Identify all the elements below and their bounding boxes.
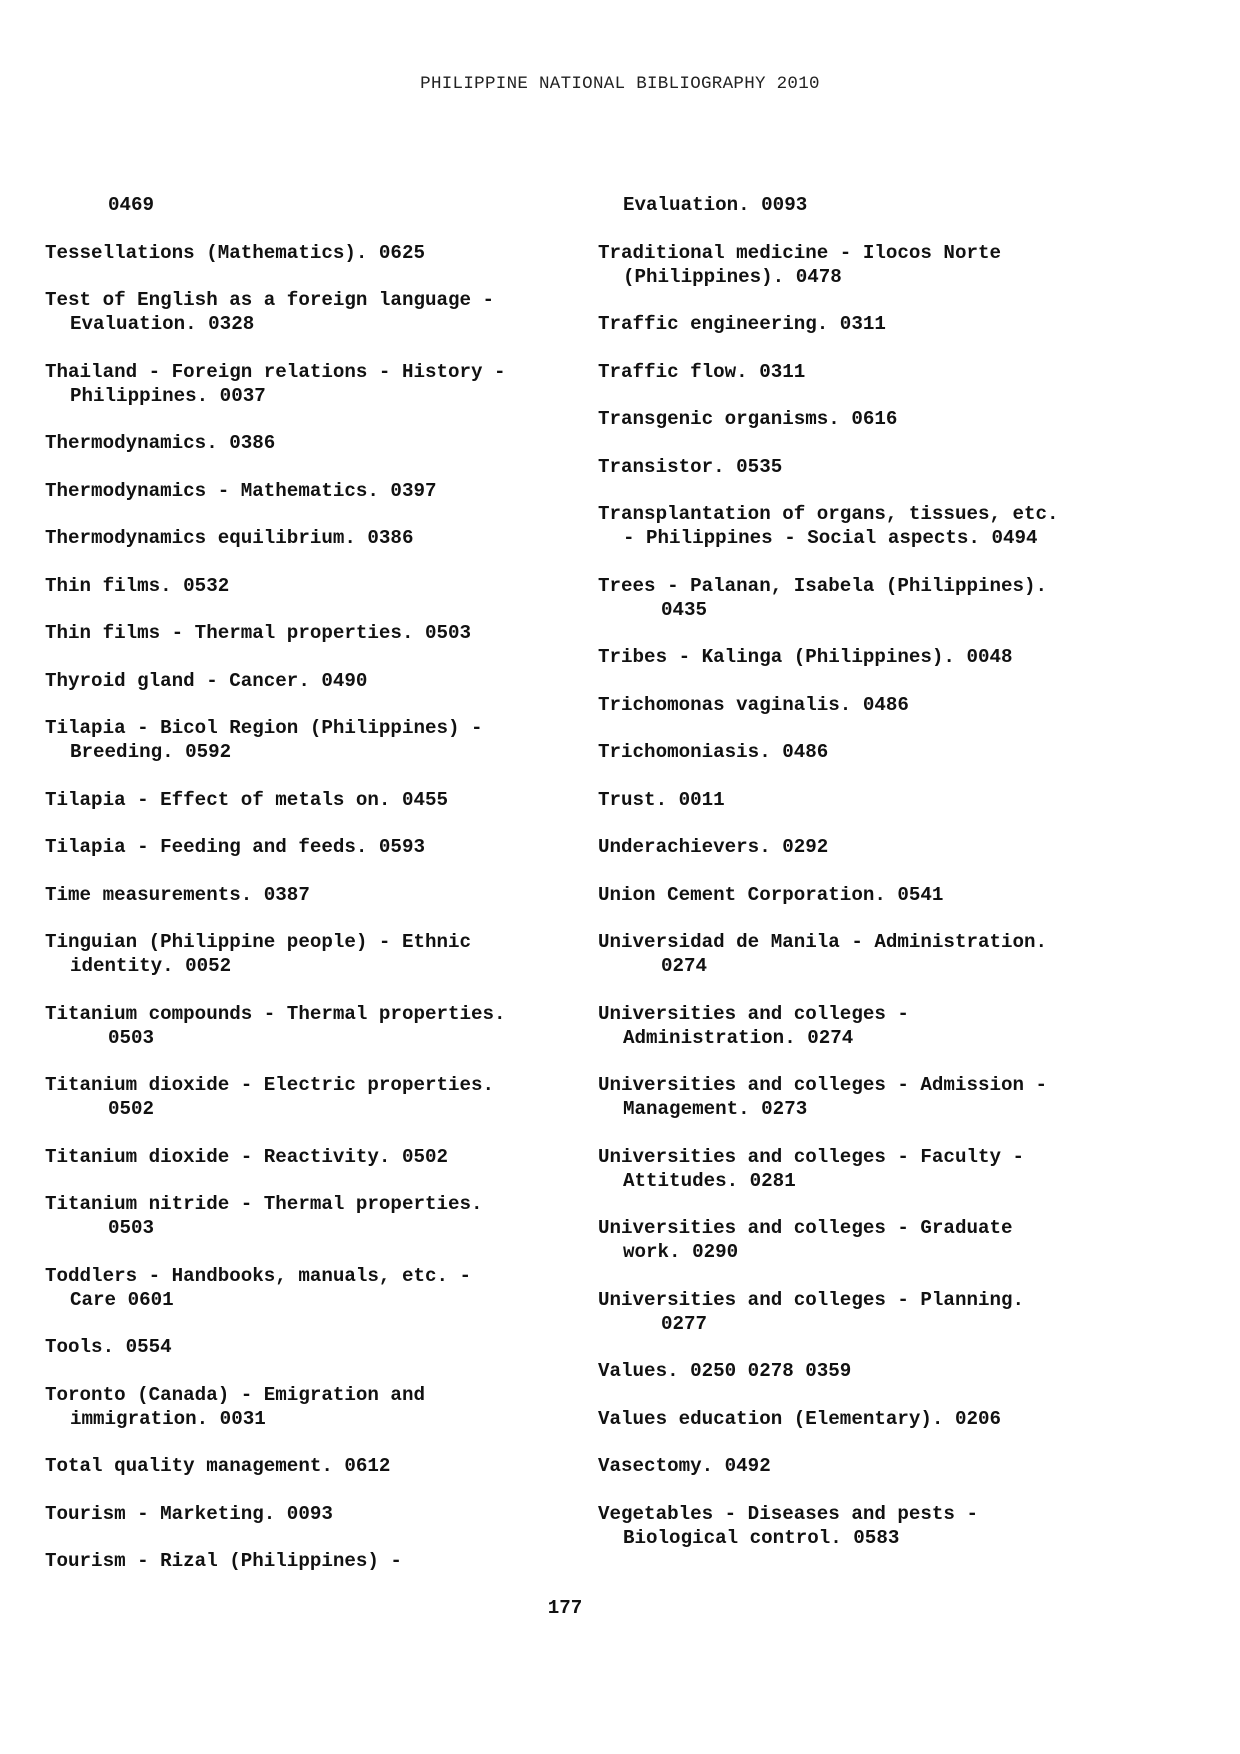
index-entry xyxy=(598,407,1158,431)
entry-num: 0435 xyxy=(661,598,708,621)
running-head: PHILIPPINE NATIONAL BIBLIOGRAPHY 2010 xyxy=(420,74,820,94)
entry-lead: Thyroid gland - Cancer. 0490 xyxy=(45,669,368,692)
entry-lead: Trust. 0011 xyxy=(598,788,725,811)
entry-lead: Transgenic organisms. 0616 xyxy=(598,408,898,430)
index-entry xyxy=(598,788,1158,812)
entry-num: 0502 xyxy=(108,1098,155,1120)
entry-lead: Test of English as a foreign language - xyxy=(45,289,495,311)
index-entry xyxy=(45,1192,585,1240)
entry-lead: Values. 0250 0278 0359 xyxy=(598,1360,852,1382)
entry-lead: Universities and colleges - Planning. xyxy=(598,1288,1025,1311)
index-entry xyxy=(45,1383,585,1431)
index-entry xyxy=(598,1502,1158,1550)
index-entry xyxy=(598,1145,1158,1193)
index-entry xyxy=(598,883,1158,907)
entry-lead: Tilapia - Effect of metals on. 0455 xyxy=(45,788,449,811)
entry-lead: Traditional medicine - Ilocos Norte xyxy=(598,241,1002,264)
entry-lead: Universities and colleges - Admission - xyxy=(598,1074,1048,1096)
index-entry xyxy=(45,1502,585,1526)
index-entry xyxy=(598,312,1158,336)
entry-cont: identity. 0052 xyxy=(70,955,232,977)
entry-lead: Tourism - Rizal (Philippines) - xyxy=(45,1550,402,1572)
entry-lead: Tilapia - Bicol Region (Philippines) - xyxy=(45,717,483,739)
entry-cont: Attitudes. 0281 xyxy=(623,1169,796,1192)
index-entry xyxy=(598,740,1158,764)
index-entry xyxy=(598,455,1158,479)
index-entry xyxy=(598,1216,1158,1264)
index-entry xyxy=(45,716,585,764)
entry-cont: Administration. 0274 xyxy=(623,1026,854,1049)
index-entry xyxy=(45,241,585,265)
index-entry xyxy=(45,669,585,693)
entry-lead: Thin films. 0532 xyxy=(45,574,230,597)
entry-lead: Titanium dioxide - Electric properties. xyxy=(45,1074,495,1096)
entry-lead: Universidad de Manila - Administration. xyxy=(598,931,1048,953)
entry-lead: Vasectomy. 0492 xyxy=(598,1455,771,1477)
entry-lead: Universities and colleges - Graduate xyxy=(598,1217,1013,1239)
entry-lead: Thermodynamics - Mathematics. 0397 xyxy=(45,479,437,502)
entry-lead: Titanium dioxide - Reactivity. 0502 xyxy=(45,1145,449,1168)
index-entry xyxy=(45,1145,585,1169)
entry-cont: Evaluation. 0093 xyxy=(623,194,808,216)
entry-lead: Tessellations (Mathematics). 0625 xyxy=(45,241,425,264)
entry-lead: Union Cement Corporation. 0541 xyxy=(598,883,944,906)
index-entry xyxy=(45,1454,585,1478)
entry-lead: Universities and colleges - xyxy=(598,1002,909,1025)
entry-lead: Tools. 0554 xyxy=(45,1336,172,1358)
entry-lead: Toddlers - Handbooks, manuals, etc. - xyxy=(45,1264,472,1287)
left-column xyxy=(45,193,585,1597)
entry-lead: Tourism - Marketing. 0093 xyxy=(45,1502,333,1525)
entry-cont: immigration. 0031 xyxy=(70,1407,266,1430)
entry-lead: Tribes - Kalinga (Philippines). 0048 xyxy=(598,646,1013,668)
entry-cont: Evaluation. 0328 xyxy=(70,313,255,335)
index-entry xyxy=(598,1454,1158,1478)
entry-lead: Trichomonas vaginalis. 0486 xyxy=(598,693,909,716)
entry-lead: Vegetables - Diseases and pests - xyxy=(598,1502,978,1525)
entry-lead: Tilapia - Feeding and feeds. 0593 xyxy=(45,836,425,858)
entry-lead: Traffic engineering. 0311 xyxy=(598,313,886,335)
index-entry xyxy=(45,288,585,336)
entry-cont: Management. 0273 xyxy=(623,1098,808,1120)
entry-lead: Values education (Elementary). 0206 xyxy=(598,1407,1002,1430)
right-column xyxy=(598,193,1158,1573)
index-entry xyxy=(45,193,585,217)
entry-lead: Tinguian (Philippine people) - Ethnic xyxy=(45,931,472,953)
index-entry xyxy=(45,1002,585,1050)
index-entry xyxy=(598,1359,1158,1383)
index-entry xyxy=(45,621,585,645)
entry-cont: Care 0601 xyxy=(70,1288,174,1311)
entry-lead: Thermodynamics. 0386 xyxy=(45,432,276,454)
entry-cont: Biological control. 0583 xyxy=(623,1526,900,1549)
index-entry xyxy=(45,574,585,598)
entry-num: 0503 xyxy=(108,1217,155,1239)
page-number: 177 xyxy=(547,1597,583,1619)
entry-lead: Titanium compounds - Thermal properties. xyxy=(45,1002,506,1025)
index-entry xyxy=(598,502,1158,550)
index-entry xyxy=(45,930,585,978)
entry-num: 0503 xyxy=(108,1026,155,1049)
index-entry xyxy=(598,360,1158,384)
entry-lead: Underachievers. 0292 xyxy=(598,836,829,858)
entry-lead: Total quality management. 0612 xyxy=(45,1455,391,1477)
entry-cont: Breeding. 0592 xyxy=(70,741,232,763)
index-entry xyxy=(45,360,585,408)
entry-lead: Trichomoniasis. 0486 xyxy=(598,741,829,763)
index-entry xyxy=(598,193,1158,217)
entry-lead: Time measurements. 0387 xyxy=(45,883,310,906)
entry-lead: Thin films - Thermal properties. 0503 xyxy=(45,622,472,644)
index-entry xyxy=(45,431,585,455)
index-entry xyxy=(45,1549,585,1573)
index-entry xyxy=(45,1264,585,1312)
entry-cont: - Philippines - Social aspects. 0494 xyxy=(623,527,1038,549)
entry-cont: (Philippines). 0478 xyxy=(623,265,842,288)
entry-lead: Transplantation of organs, tissues, etc. xyxy=(598,503,1059,525)
entry-lead: Transistor. 0535 xyxy=(598,455,783,478)
entry-lead: Titanium nitride - Thermal properties. xyxy=(45,1193,483,1215)
index-entry xyxy=(598,1073,1158,1121)
index-entry xyxy=(598,693,1158,717)
entry-num: 0469 xyxy=(108,194,155,216)
entry-lead: Thailand - Foreign relations - History - xyxy=(45,360,506,383)
index-entry xyxy=(45,526,585,550)
index-entry xyxy=(45,1335,585,1359)
entry-num: 0277 xyxy=(661,1312,708,1335)
index-entry xyxy=(45,1073,585,1121)
entry-lead: Toronto (Canada) - Emigration and xyxy=(45,1383,425,1406)
entry-num: 0274 xyxy=(661,955,708,977)
index-entry xyxy=(598,835,1158,859)
index-entry xyxy=(45,883,585,907)
index-entry xyxy=(598,1002,1158,1050)
index-entry xyxy=(598,645,1158,669)
index-entry xyxy=(45,479,585,503)
index-entry xyxy=(598,930,1158,978)
index-entry xyxy=(598,574,1158,622)
entry-lead: Traffic flow. 0311 xyxy=(598,360,806,383)
entry-lead: Trees - Palanan, Isabela (Philippines). xyxy=(598,574,1048,597)
entry-cont: work. 0290 xyxy=(623,1241,739,1263)
index-entry xyxy=(45,788,585,812)
index-entry xyxy=(45,835,585,859)
index-entry xyxy=(598,1407,1158,1431)
index-entry xyxy=(598,241,1158,289)
index-entry xyxy=(598,1288,1158,1336)
entry-lead: Thermodynamics equilibrium. 0386 xyxy=(45,527,414,549)
entry-lead: Universities and colleges - Faculty - xyxy=(598,1145,1025,1168)
entry-cont: Philippines. 0037 xyxy=(70,384,266,407)
